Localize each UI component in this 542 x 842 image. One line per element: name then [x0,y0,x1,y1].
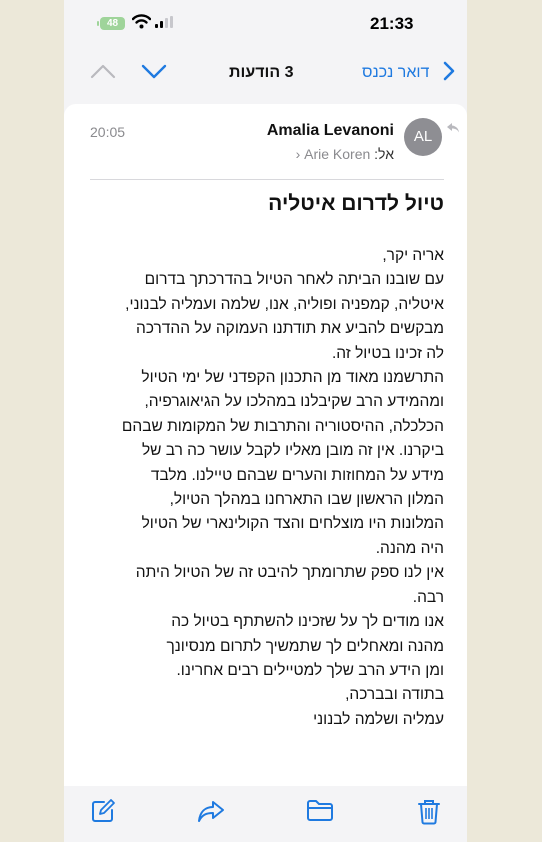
battery-indicator [100,17,125,30]
body-line: רבה. [412,588,444,606]
cellular-signal-icon [155,16,173,28]
chevron-back-icon[interactable] [442,60,456,82]
recipient-row[interactable] [214,146,394,162]
body-line: מהנה ומאחלים לך שתמשיך לתרום מנסיונך [166,637,444,655]
wifi-icon [132,14,151,29]
body-line: ומן הידע הרב שלך למטיילים רבים אחרינו. [176,661,444,679]
avatar[interactable]: AL [404,118,442,156]
body-line: בתודה ובברכה, [345,686,444,704]
body-line: ביקרנו. אין זה מובן מאליו לקבל עושר כה רב של [141,442,444,460]
recipient-name[interactable]: Arie Koren [304,146,371,162]
forward-icon[interactable] [197,798,225,824]
body-line: המלון הראשון שבו התארחנו במהלך הטיול, [169,491,444,509]
body-line: עם שובנו הביתה לאחר הטיול בהדרכתך בדרום [144,271,444,289]
message-body [90,244,444,732]
sender-name[interactable]: Amalia Levanoni [266,122,394,139]
body-line: המלונות היו מוצלחים והצד הקולינארי של הטיול [141,515,444,533]
to-label: אל: [374,146,394,162]
message-subject: טיול לדרום איטליה [268,192,444,215]
body-line: הכלכלה, ההיסטוריה והתרבות של המקומות שבהם [121,417,444,435]
message-count-title: 3 הודעות [229,64,294,81]
body-line: התרשמנו מאוד מן התכנון הקפדני של ימי הטיול [141,369,444,387]
body-line: אריה יקר, [382,247,444,264]
status-time: 21:33 [370,14,414,33]
body-line: מידע על המחוזות והערים שבהם טיילנו. מלבד [150,466,444,484]
replied-icon [446,122,460,134]
previous-message-icon[interactable] [90,62,116,80]
body-line: לה זכינו בטיול זה. [331,344,444,362]
body-line: היה מהנה. [375,539,444,557]
navigation-bar [64,48,467,96]
phone-screen [64,0,467,842]
body-line: עמליה ושלמה לבנוני [313,710,444,728]
header-divider [90,179,444,180]
body-line: אין לנו ספק שתרומתך להיבט זה של הטיול היתה [135,564,444,582]
body-line: ומהמידע הרב שקיבלנו במהלכו על הגיאוגרפיה, [144,393,444,411]
battery-level: 48 [106,18,119,29]
message-card [64,104,467,786]
trash-icon[interactable] [417,798,441,825]
body-line: אנו מודים לך על שזכינו להשתתף בטיול כה [171,613,444,631]
body-line: איטליה, קמפניה ופוליה, אנו, שלמה ועמליה לבנוני, [125,295,444,313]
next-message-icon[interactable] [141,62,167,80]
message-date: 20:05 [90,124,126,140]
folder-icon[interactable] [306,798,334,822]
compose-icon[interactable] [90,798,116,824]
inbox-back-label[interactable]: דואר נכנס [362,64,430,81]
bottom-toolbar [64,786,467,842]
chevron-left-icon: ‹ [295,146,301,162]
body-line: מבקשים להביע את תודתנו העמוקה על ההדרכה [136,320,444,338]
status-bar [64,0,467,48]
